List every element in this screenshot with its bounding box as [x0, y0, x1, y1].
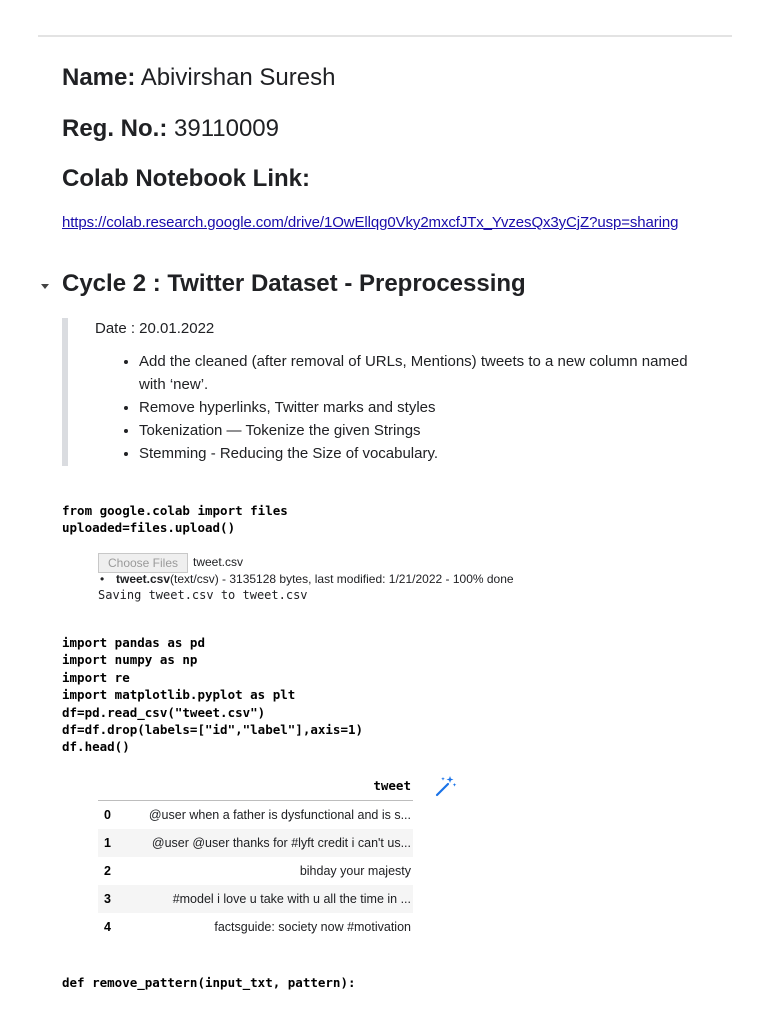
table-row — [98, 913, 413, 941]
bullet-marker: • — [100, 572, 105, 586]
table-row — [98, 829, 413, 857]
code-cell-pandas[interactable]: import pandas as pd import numpy as np import re import matplotlib.pyplot as plt df=pd.read_csv("tweet.csv") df=df.drop(labels=["id","label"],axis=1) df.head() — [62, 635, 364, 755]
row-index: 4 — [104, 920, 111, 934]
section-date: Date : 20.01.2022 — [95, 320, 215, 337]
tweet-cell: @user @user thanks for #lyft credit i can't us... — [151, 836, 411, 850]
reg-label: Reg. No.: — [62, 115, 168, 142]
column-header-tweet: tweet — [373, 778, 411, 793]
list-item: • Remove hyperlinks, Twitter marks and styles — [139, 396, 699, 419]
table-row — [98, 857, 413, 885]
task-list — [95, 350, 699, 465]
list-item: • Add the cleaned (after removal of URLs, Mentions) tweets to a new column named with ‘new’. — [139, 350, 699, 396]
magic-wand-icon[interactable] — [434, 774, 458, 798]
tweet-cell: @user when a father is dysfunctional and is s... — [148, 808, 411, 822]
student-name — [62, 64, 335, 92]
chevron-down-icon[interactable] — [36, 280, 56, 294]
upload-output — [98, 553, 698, 603]
code-cell-remove-pattern[interactable]: def remove_pattern(input_txt, pattern): — [62, 975, 356, 990]
table-row — [98, 885, 413, 913]
list-item: • Stemming - Reducing the Size of vocabulary. — [139, 442, 699, 465]
tweet-cell: bihday your majesty — [299, 864, 411, 878]
colab-link-heading: Colab Notebook Link: — [62, 165, 310, 192]
row-index: 2 — [104, 864, 111, 878]
uploaded-file-name: tweet.csv — [116, 572, 171, 586]
upload-file-meta: (text/csv) - 3135128 bytes, last modified: 1/21/2022 - 100% done — [170, 572, 514, 586]
colab-notebook-link[interactable]: https://colab.research.google.com/drive/1OwEllqg0Vky2mxcfJTx_YvzesQx3yCjZ?usp=sharing — [62, 214, 679, 231]
tweet-cell: factsguide: society now #motivation — [214, 920, 411, 934]
row-index: 3 — [104, 892, 111, 906]
page-top-divider — [38, 35, 732, 37]
section-notes-blockquote — [62, 318, 688, 466]
chosen-file-name: tweet.csv — [193, 555, 244, 569]
saving-message: Saving tweet.csv to tweet.csv — [98, 588, 308, 602]
name-label: Name: — [62, 64, 136, 91]
row-index: 0 — [104, 808, 111, 822]
row-index: 1 — [104, 836, 111, 850]
choose-files-button[interactable]: Choose Files — [98, 553, 188, 573]
code-cell-upload[interactable]: from google.colab import files uploaded=files.upload() — [62, 503, 288, 536]
name-value: Abivirshan Suresh — [135, 64, 336, 91]
reg-value: 39110009 — [167, 115, 279, 142]
registration-number — [62, 115, 279, 143]
upload-status — [100, 572, 514, 586]
tweet-cell: #model i love u take with u all the time in ... — [172, 892, 411, 906]
table-row — [98, 801, 413, 829]
section-title: Cycle 2 : Twitter Dataset - Preprocessing — [62, 270, 526, 297]
list-item: • Tokenization — Tokenize the given Strings — [139, 419, 699, 442]
dataframe-header — [98, 772, 413, 800]
